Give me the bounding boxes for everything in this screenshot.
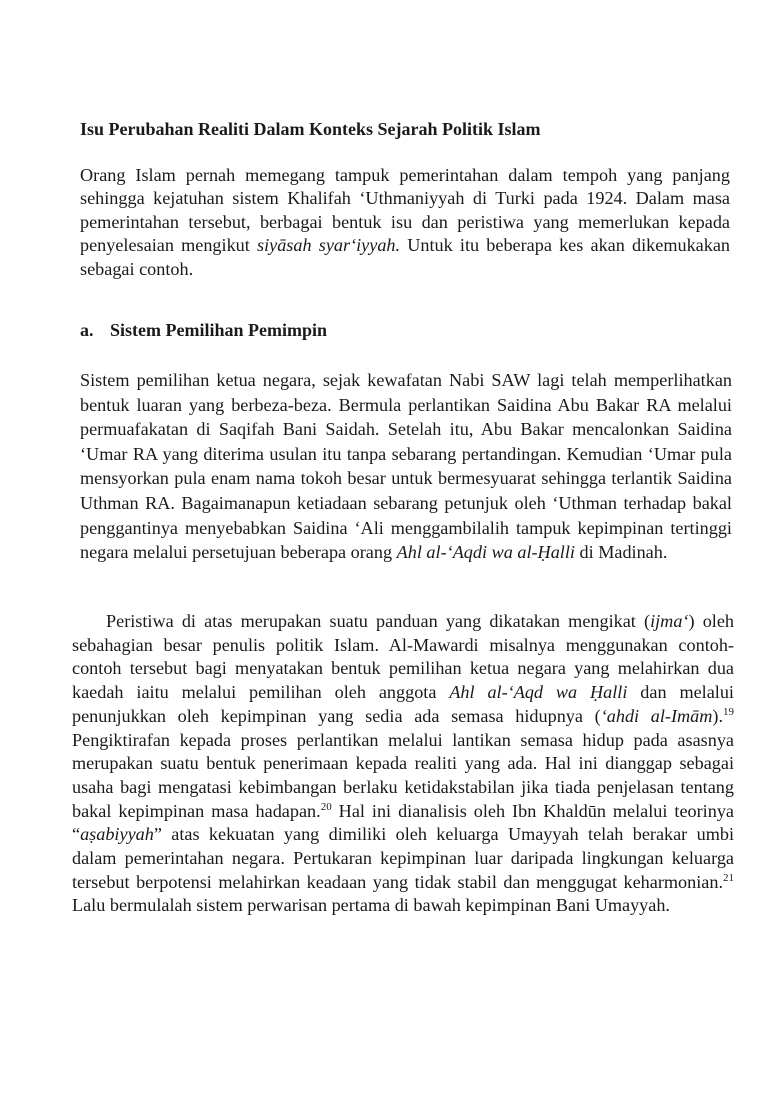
leader-selection-paragraph bbox=[80, 368, 732, 565]
subsection-heading bbox=[80, 318, 327, 342]
analysis-text-2: ) oleh sebahagian besar penulis politik Islam. Al-Mawardi misalnya menggunakan contoh-contoh tersebut bagi menyatakan bentuk pemilihan ketua negara yang melahirkan dua kaedah iaitu melalui pemilihan oleh anggota bbox=[72, 611, 735, 703]
footnote-marker-21[interactable]: 21 bbox=[723, 871, 734, 884]
analysis-italic-3: ‘ahdi al-Imām bbox=[600, 705, 713, 726]
analysis-text-3: dan melalui penunjukkan oleh kepimpinan yang sedia ada semasa hidupnya ( bbox=[72, 682, 734, 726]
analysis-paragraph bbox=[72, 610, 734, 918]
analysis-text-5: Pengiktirafan kepada proses perlantikan melalui lantikan semasa hidup pada asasnya merupakan suatu bentuk penerimaan kepada realiti yang ada. Hal ini dianggap sebagai usaha bagi mengatasi kebimbangan berlaku ketidakstabilan jika tiada penjelasan tentang bakal kepimpinan masa hadapan. bbox=[72, 729, 734, 821]
analysis-text-1: Peristiwa di atas merupakan suatu panduan yang dikatakan mengikat ( bbox=[106, 611, 651, 631]
footnote-marker-20[interactable]: 20 bbox=[320, 800, 332, 813]
analysis-text-6: Hal ini dianalisis oleh Ibn Khaldūn melalui teorinya “ bbox=[72, 800, 734, 845]
intro-text-1: Orang Islam pernah memegang tampuk pemerintahan dalam tempoh yang panjang sehingga kejatuhan sistem Khalifah ‘Uthmaniyyah di Turki pada 1924. Dalam masa pemerintahan tersebut, berbagai bentuk isu dan peristiwa yang memerlukan kepada penyelesaian mengikut bbox=[80, 165, 730, 256]
analysis-italic-2: Ahl al-‘Aqd wa Ḥalli bbox=[449, 682, 628, 703]
analysis-italic-4: aṣabiyyah bbox=[80, 824, 154, 845]
leader-text-1: Sistem pemilihan ketua negara, sejak kewafatan Nabi SAW lagi telah memperlihatkan bentuk luaran yang berbeza-beza. Bermula perlantikan Saidina Abu Bakar RA melalui permuafakatan di Saqifah Bani Saidah. Setelah itu, Abu Bakar mencalonkan Saidina ‘Umar RA yang diterima usulan itu tanpa sebarang pertandingan. Kemudian ‘Umar pula mensyorkan pula enam nama tokoh besar untuk bermesyuarat sehingga terlantik Saidina Uthman RA. Bagaimanapun ketiadaan sebarang petunjuk oleh ‘Uthman terhadap bakal penggantinya menyebabkan Saidina ‘Ali menggambilalih tampuk kepimpinan tertinggi negara melalui persetujuan beberapa orang bbox=[80, 370, 732, 563]
analysis-text-8: Lalu bermulalah sistem perwarisan pertama di bawah kepimpinan Bani Umayyah. bbox=[72, 895, 670, 916]
intro-italic-term: siyāsah syar‘iyyah. bbox=[257, 235, 401, 256]
leader-italic-term: Ahl al-‘Aqdi wa al-Ḥalli bbox=[396, 542, 575, 563]
intro-paragraph bbox=[80, 164, 730, 281]
analysis-text-4: ). bbox=[712, 705, 723, 726]
leader-text-2: di Madinah. bbox=[574, 542, 668, 563]
intro-text-2: Untuk itu beberapa kes akan dikemukakan sebagai contoh. bbox=[80, 235, 731, 279]
section-heading: Isu Perubahan Realiti Dalam Konteks Sejarah Politik Islam bbox=[80, 119, 541, 139]
analysis-italic-1: ijma‘ bbox=[650, 611, 689, 631]
subsection-title: Sistem Pemilihan Pemimpin bbox=[110, 320, 327, 340]
subsection-letter: a. bbox=[80, 320, 94, 340]
footnote-marker-19[interactable]: 19 bbox=[723, 705, 734, 718]
analysis-text-7: ” atas kekuatan yang dimiliki oleh keluarga Umayyah telah berakar umbi dalam pemerintahan negara. Pertukaran kepimpinan luar daripada lingkungan keluarga tersebut berpotensi melahirkan keadaan yang tidak stabil dan menggugat keharmonian. bbox=[72, 824, 734, 892]
